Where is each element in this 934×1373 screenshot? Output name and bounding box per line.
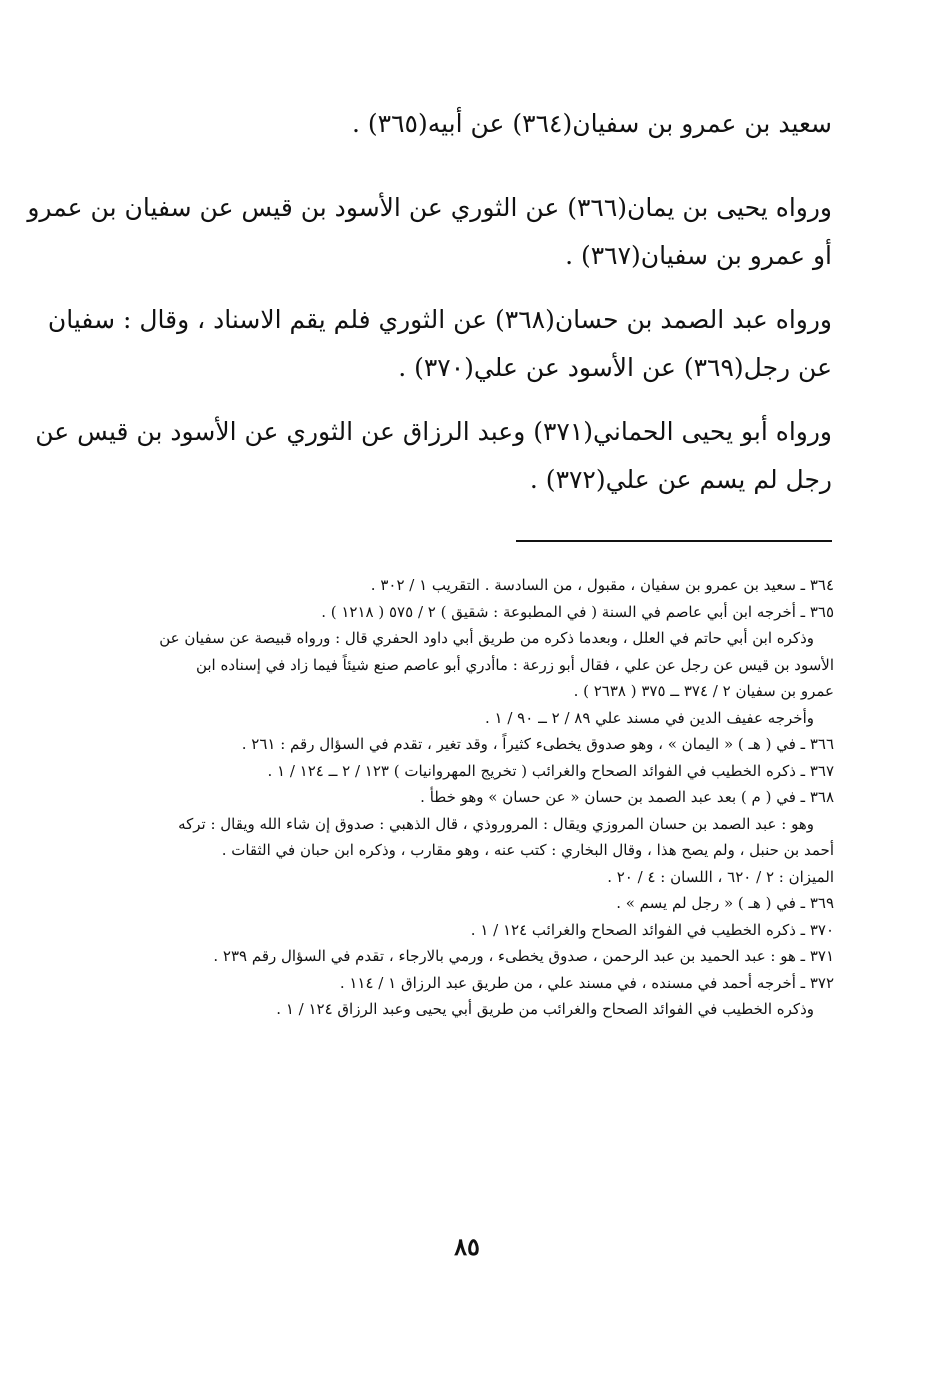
main-line: سعيد بن عمرو بن سفيان(٣٦٤) عن أبيه(٣٦٥) . <box>352 109 832 138</box>
footnote-367: ٣٦٧ ـ ذكره الخطيب في الفوائد الصحاح والغرائب ( تخريج المهروانيات ) ١٢٣ / ٢ ــ ١٢٤ / ١ . <box>267 761 834 780</box>
footnote-366: ٣٦٦ ـ في ( هـ ) « اليمان » ، وهو صدوق يخطىء كثيراً ، وقد تغير ، تقدم في السؤال رقم : ٢٦١ . <box>241 735 834 753</box>
footnote-368: ٣٦٨ ـ في ( م ) بعد عبد الصمد بن حسان « عن حسان » وهو خطأ . <box>420 788 834 806</box>
main-paragraph-4 <box>35 408 832 456</box>
footnote-365-note: الأسود بن قيس عن رجل عن علي ، فقال أبو زرعة : ماأدري أبو عاصم صنع شيئاً فيما زاد في إسناده ابن <box>195 655 834 674</box>
main-line: ورواه عبد الصمد بن حسان(٣٦٨) عن الثوري فلم يقم الاسناد ، وقال : سفيان <box>47 305 832 334</box>
main-line: ورواه يحيى بن يمان(٣٦٦) عن الثوري عن الأسود بن قيس عن سفيان بن عمرو <box>27 193 832 222</box>
main-line: أو عمرو بن سفيان(٣٦٧) . <box>565 241 832 270</box>
footnote-365-note: عمرو بن سفيان ٢ / ٣٧٤ ــ ٣٧٥ ( ٢٦٣٨ ) . <box>573 682 834 700</box>
main-line: عن رجل(٣٦٩) عن الأسود عن علي(٣٧٠) . <box>398 353 832 382</box>
footnote-368-note: الميزان : ٢ / ٦٢٠ ، اللسان : ٤ / ٢٠ . <box>607 867 834 886</box>
page-number: ٨٥ <box>454 1232 480 1261</box>
footnote-separator <box>516 540 832 542</box>
footnote-369: ٣٦٩ ـ في ( هـ ) « رجل لم يسم » . <box>616 894 834 912</box>
footnote-365-note: وأخرجه عفيف الدين في مسند علي ٨٩ / ٢ ــ ٩٠ / ١ . <box>484 708 814 727</box>
footnote-372-note: وذكره الخطيب في الفوائد الصحاح والغرائب من طريق أبي يحيى وعبد الرزاق ١٢٤ / ١ . <box>276 1000 814 1018</box>
footnotes <box>122 572 834 1023</box>
main-paragraph-1 <box>132 100 832 148</box>
footnote-368-note: وهو : عبد الصمد بن حسان المروزي ويقال : المروروذي ، قال الذهبي : صدوق إن شاء الله ويقال : تركه <box>178 814 814 833</box>
main-paragraph-2-cont <box>132 232 832 280</box>
footnote-371: ٣٧١ ـ هو : عبد الحميد بن عبد الرحمن ، صدوق يخطىء ، ورمي بالارجاء ، تقدم في السؤال رقم ٢٣٩ . <box>213 947 834 965</box>
main-paragraph-3 <box>47 296 832 344</box>
main-paragraph-2 <box>27 184 832 232</box>
footnote-364: ٣٦٤ ـ سعيد بن عمرو بن سفيان ، مقبول ، من السادسة . التقريب ١ / ٣٠٢ . <box>370 576 834 594</box>
main-paragraph-4-cont <box>132 456 832 504</box>
footnote-365-note: وذكره ابن أبي حاتم في العلل ، وبعدما ذكره من طريق أبي داود الحفري قال : ورواه قبيصة عن سفيان عن <box>159 629 814 647</box>
footnote-365: ٣٦٥ ـ أخرجه ابن أبي عاصم في السنة ( في المطبوعة : شقيق ) ٢ / ٥٧٥ ( ١٢١٨ ) . <box>321 602 834 621</box>
footnote-372: ٣٧٢ ـ أخرجه أحمد في مسنده ، في مسند علي ، من طريق عبد الرزاق ١ / ١١٤ . <box>339 973 834 992</box>
main-paragraph-3-cont <box>132 344 832 392</box>
footnote-370: ٣٧٠ ـ ذكره الخطيب في الفوائد الصحاح والغرائب ١٢٤ / ١ . <box>470 920 834 939</box>
main-line: رجل لم يسم عن علي(٣٧٢) . <box>529 465 832 494</box>
footnote-368-note: أحمد بن حنبل ، ولم يصح هذا ، وقال البخاري : كتب عنه ، وهو مقارب ، وذكره ابن حبان في الثقات . <box>221 841 834 859</box>
main-line: ورواه أبو يحيى الحماني(٣٧١) وعبد الرزاق عن الثوري عن الأسود بن قيس عن <box>35 417 832 446</box>
